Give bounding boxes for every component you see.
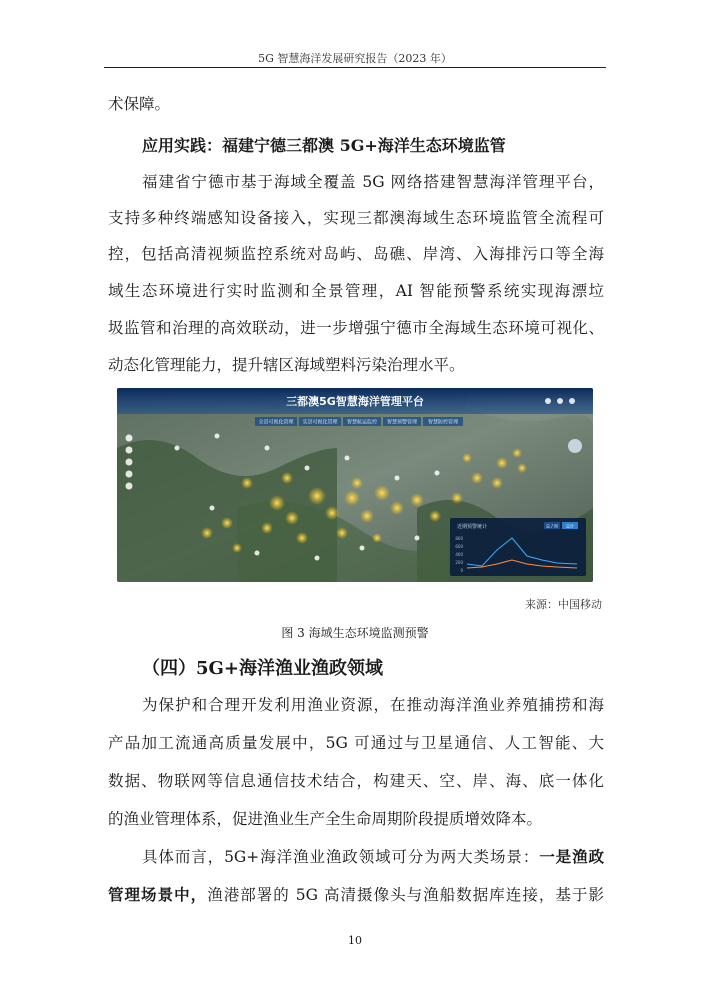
emphasis-text: 管理场景中， [108,885,208,904]
panel-tab: 总 / 周 [546,523,558,529]
platform-tab: 实景可视化管理 [302,419,338,426]
header-rule [104,67,606,68]
panel-tab: 总计 [566,523,574,529]
running-header: 5G 智慧海洋发展研究报告（2023 年） [258,52,452,65]
paragraph-line: 域生态环境进行实时监测和全景管理，AI 智能预警系统实现海漂垃 [108,282,604,300]
platform-screenshot [117,388,593,582]
paragraph-line: 为保护和合理开发利用渔业资源，在推动海洋渔业养殖捕捞和海 [142,696,604,714]
figure-caption: 图 3 海域生态环境监测预警 [281,626,429,640]
platform-tab: 智慧航运监控 [346,419,378,426]
figure-source: 来源：中国移动 [525,598,602,611]
section-heading: （四）5G+海洋渔业渔政领域 [142,658,383,679]
paragraph-line: 圾监管和治理的高效联动，进一步增强宁德市全海域生态环境可视化、 [108,319,604,337]
platform-tab: 智慧防控管理 [427,419,459,426]
paragraph-line: 数据、物联网等信息通信技术结合，构建天、空、岸、海、底一体化 [108,772,604,790]
panel-axis-label: 800 [455,536,463,541]
paragraph-text: 具体而言，5G+海洋渔业渔政领域可分为两大类场景： [142,848,540,866]
paragraph-line: 动态化管理能力，提升辖区海域塑料污染治理水平。 [108,356,465,374]
paragraph-line: 福建省宁德市基于海域全覆盖 5G 网络搭建智慧海洋管理平台， [142,173,604,191]
paragraph-line: 控，包括高清视频监控系统对岛屿、岛礁、岸湾、入海排污口等全海 [108,245,604,263]
panel-axis-label: 400 [455,552,463,557]
platform-title: 三都澳5G智慧海洋管理平台 [286,395,424,408]
paragraph-line [108,885,604,905]
paragraph-line: 的渔业管理体系，促进渔业生产全生命周期阶段提质增效降本。 [108,810,543,828]
platform-tab: 智慧预警管理 [386,419,418,426]
paragraph-line: 术保障。 [108,95,171,113]
panel-title: 近期预警统计 [457,524,488,530]
panel-axis-label: 0 [460,568,463,573]
emphasis-text: 一是渔政 [539,847,604,866]
paragraph-line: 支持多种终端感知设备接入，实现三都澳海域生态环境监管全流程可 [108,209,604,227]
panel-axis-label: 200 [455,560,463,565]
panel-axis-label: 600 [455,544,463,549]
paragraph-text: 渔港部署的 5G 高清摄像头与渔船数据库连接，基于影 [207,886,604,904]
paragraph-line: 产品加工流通高质量发展中，5G 可通过与卫星通信、人工智能、大 [108,734,604,752]
platform-tab: 全景可视化管理 [258,419,294,426]
practice-heading: 应用实践：福建宁德三都澳 5G+海洋生态环境监管 [142,136,506,155]
paragraph-line [142,847,604,867]
page-number: 10 [348,934,362,947]
